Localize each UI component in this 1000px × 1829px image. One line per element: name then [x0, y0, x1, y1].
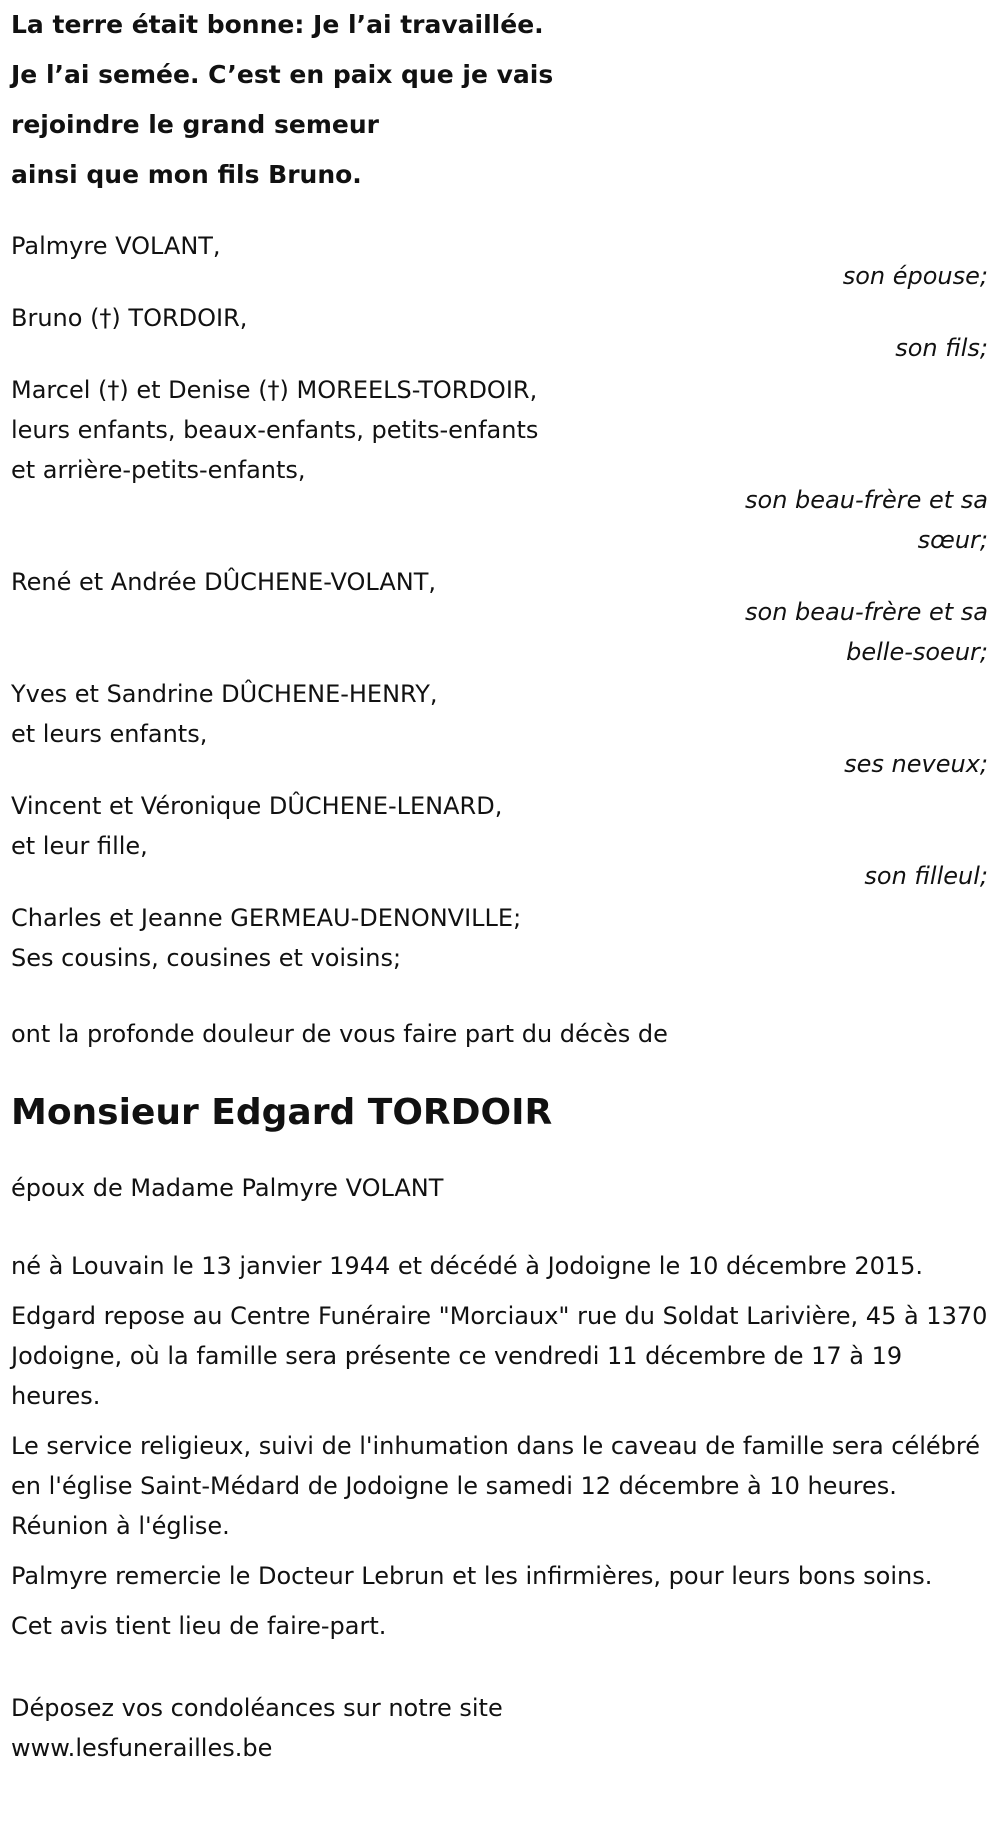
- family-entry-spouse: [11, 226, 988, 296]
- family-names: Ses cousins, cousines et voisins;: [11, 944, 402, 972]
- spouse-line: époux de Madame Palmyre VOLANT: [11, 1174, 444, 1202]
- family-names: Yves et Sandrine DÛCHENE-HENRY,: [11, 680, 438, 708]
- family-relation: son filleul;: [864, 862, 988, 890]
- family-names: Palmyre VOLANT,: [11, 232, 221, 260]
- announcement-lead: ont la profonde douleur de vous faire part du décès de: [11, 1020, 668, 1048]
- family-entry-germeau: [11, 898, 988, 978]
- family-names: Marcel (†) et Denise (†) MOREELS-TORDOIR,: [11, 376, 538, 404]
- family-relation-line: son beau-frère et sa: [745, 598, 988, 626]
- poem-line: La terre était bonne: Je l’ai travaillée.: [11, 10, 544, 39]
- family-names: et leur fille,: [11, 832, 148, 860]
- notice-paragraph: Cet avis tient lieu de faire-part.: [11, 1612, 387, 1640]
- family-names: Vincent et Véronique DÛCHENE-LENARD,: [11, 792, 503, 820]
- family-entry-duchene-lenard: [11, 786, 988, 896]
- family-entry-duchene-volant: [11, 562, 988, 672]
- family-list: [11, 226, 988, 978]
- family-names: et arrière-petits-enfants,: [11, 456, 306, 484]
- family-relation: ses neveux;: [844, 750, 988, 778]
- family-names: leurs enfants, beaux-enfants, petits-enfants: [11, 416, 539, 444]
- poem-line: ainsi que mon fils Bruno.: [11, 160, 362, 189]
- family-relation: son épouse;: [842, 262, 988, 290]
- birth-death-paragraph: né à Louvain le 13 janvier 1944 et décédé à Jodoigne le 10 décembre 2015.: [11, 1252, 924, 1280]
- family-relation: son fils;: [895, 334, 988, 362]
- family-relation: [723, 592, 988, 672]
- poem-line: Je l’ai semée. C’est en paix que je vais: [11, 60, 554, 89]
- family-relation-line: belle-soeur;: [846, 638, 988, 666]
- family-relation-line: sœur;: [917, 526, 988, 554]
- condolences-text: Déposez vos condoléances sur notre site: [11, 1694, 503, 1722]
- website-link[interactable]: www.lesfunerailles.be: [11, 1734, 273, 1762]
- funeral-details: [11, 1246, 988, 1646]
- family-entry-son: [11, 298, 988, 368]
- family-names: et leurs enfants,: [11, 720, 208, 748]
- family-entry-duchene-henry: [11, 674, 988, 784]
- thanks-paragraph: Palmyre remercie le Docteur Lebrun et les infirmières, pour leurs bons soins.: [11, 1562, 933, 1590]
- family-names: Charles et Jeanne GERMEAU-DENONVILLE;: [11, 904, 522, 932]
- family-relation-line: son beau-frère et sa: [745, 486, 988, 514]
- service-paragraph: Le service religieux, suivi de l'inhumation dans le caveau de famille sera célébré en l'église Saint-Médard de Jodoigne le samedi 12 décembre à 10 heures. Réunion à l'église.: [11, 1432, 981, 1540]
- poem-line: rejoindre le grand semeur: [11, 110, 379, 139]
- family-relation: [723, 480, 988, 560]
- family-entry-moreels: [11, 370, 988, 560]
- opening-poem: [11, 0, 988, 200]
- condolences-footer: [11, 1688, 988, 1768]
- deceased-name: Monsieur Edgard TORDOIR: [11, 1092, 553, 1133]
- family-names: Bruno (†) TORDOIR,: [11, 304, 248, 332]
- visitation-paragraph: Edgard repose au Centre Funéraire "Morciaux" rue du Soldat Larivière, 45 à 1370 Jodoigne, où la famille sera présente ce vendredi 11 décembre de 17 à 19 heures.: [11, 1302, 988, 1410]
- family-names: René et Andrée DÛCHENE-VOLANT,: [11, 568, 436, 596]
